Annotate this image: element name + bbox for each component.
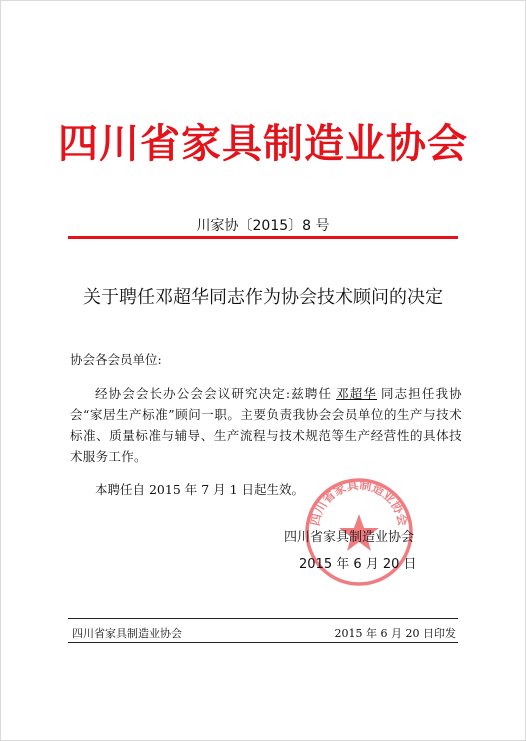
- effective-date-paragraph: 本聘任自 2015 年 7 月 1 日起生效。: [95, 482, 305, 497]
- footer-top-rule: [68, 618, 458, 619]
- red-divider-line: [68, 236, 458, 239]
- body-suffix: 同志担任我协会“家居生产标准”顾问一职。主要负责我协会会员单位的生产与技术标准、质量标准与辅导、生产流程与技术规范等生产经营性的具体技术服务工作。: [70, 386, 462, 464]
- body-prefix: 经协会会长办公会会议研究决定:兹聘任: [95, 386, 333, 401]
- footer-issuer: 四川省家具制造业协会: [72, 627, 182, 640]
- footer-bottom-rule: [68, 642, 458, 643]
- appointee-name: 邓超华: [336, 386, 378, 401]
- footer-print-date: 2015 年 6 月 20 日印发: [334, 627, 456, 640]
- signature-organization: 四川省家具制造业协会: [284, 530, 415, 545]
- org-header-title: 四川省家具制造业协会: [58, 121, 468, 167]
- body-paragraph: [70, 383, 462, 467]
- signature-date: 2015 年 6 月 20 日: [299, 557, 417, 572]
- document-number: 川家协〔2015〕8 号: [196, 218, 330, 234]
- seal-arc-text: 四川省家具制造业协会: [307, 477, 411, 528]
- salutation: 协会各会员单位:: [70, 352, 162, 367]
- document-title: 关于聘任邓超华同志作为协会技术顾问的决定: [83, 287, 443, 308]
